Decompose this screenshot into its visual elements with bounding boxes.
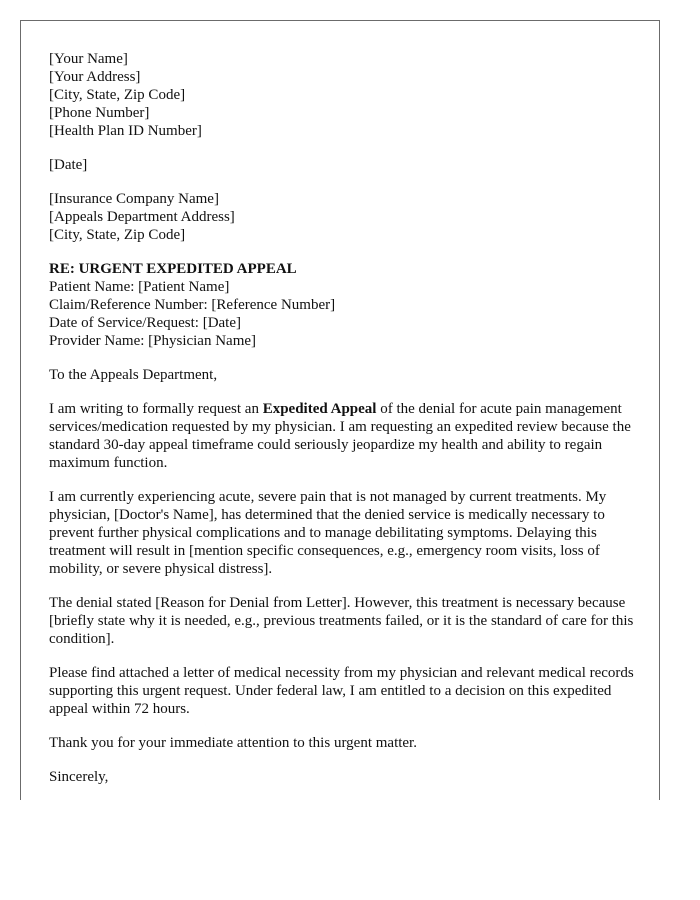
re-subject: RE: URGENT EXPEDITED APPEAL — [49, 261, 297, 277]
body-paragraph-3: The denial stated [Reason for Denial from Letter]. However, this treatment is necessary because [briefly state why it is needed, e.g., previous treatments failed, or it is the standard of care for this condition]. — [49, 595, 634, 647]
body-paragraph-5: Thank you for your immediate attention to this urgent matter. — [49, 735, 417, 751]
body-paragraph-1 — [49, 400, 639, 472]
closing: Sincerely, — [49, 769, 109, 785]
letter-page — [20, 20, 660, 800]
sender-name: [Your Name] — [49, 51, 128, 67]
recipient-company: [Insurance Company Name] — [49, 191, 219, 207]
date-block — [49, 156, 639, 174]
sender-phone: [Phone Number] — [49, 105, 150, 121]
recipient-city-state-zip: [City, State, Zip Code] — [49, 227, 186, 243]
expedited-appeal-emphasis: Expedited Appeal — [262, 401, 377, 417]
body-paragraph-1-lead: I am writing to formally request an — [49, 401, 263, 417]
sender-health-plan-id: [Health Plan ID Number] — [49, 123, 202, 139]
body-paragraph-4: Please find attached a letter of medical necessity from my physician and relevant medical records supporting this urgent request. Under federal law, I am entitled to a decision on this expedited appeal within 72 hours. — [49, 665, 634, 717]
re-patient-name: Patient Name: [Patient Name] — [49, 279, 230, 295]
letter-date: [Date] — [49, 157, 88, 173]
re-claim-number: Claim/Reference Number: [Reference Number] — [49, 297, 336, 313]
re-provider-name: Provider Name: [Physician Name] — [49, 333, 257, 349]
sender-block — [49, 50, 639, 140]
re-date-of-service: Date of Service/Request: [Date] — [49, 315, 242, 331]
body-paragraph-2: I am currently experiencing acute, severe pain that is not managed by current treatments. My physician, [Doctor's Name], has determined that the denied service is medically necessary to prevent further physical complications and to manage debilitating symptoms. Delaying this treatment will result in [mention specific consequences, e.g., emergency room visits, loss of mobility, or severe physical distress]. — [49, 489, 607, 577]
sender-address: [Your Address] — [49, 69, 141, 85]
recipient-department-address: [Appeals Department Address] — [49, 209, 235, 225]
letter-content — [49, 50, 639, 802]
body-paragraph-1-rest: of the denial for acute pain management services/medication requested by my physician. I am requesting an expedited review because the standard 30-day appeal timeframe could seriously jeopardize my health and ability to regain maximum function. — [49, 401, 631, 471]
sender-city-state-zip: [City, State, Zip Code] — [49, 87, 186, 103]
re-block — [49, 260, 639, 350]
recipient-block — [49, 190, 639, 244]
salutation: To the Appeals Department, — [49, 367, 218, 383]
